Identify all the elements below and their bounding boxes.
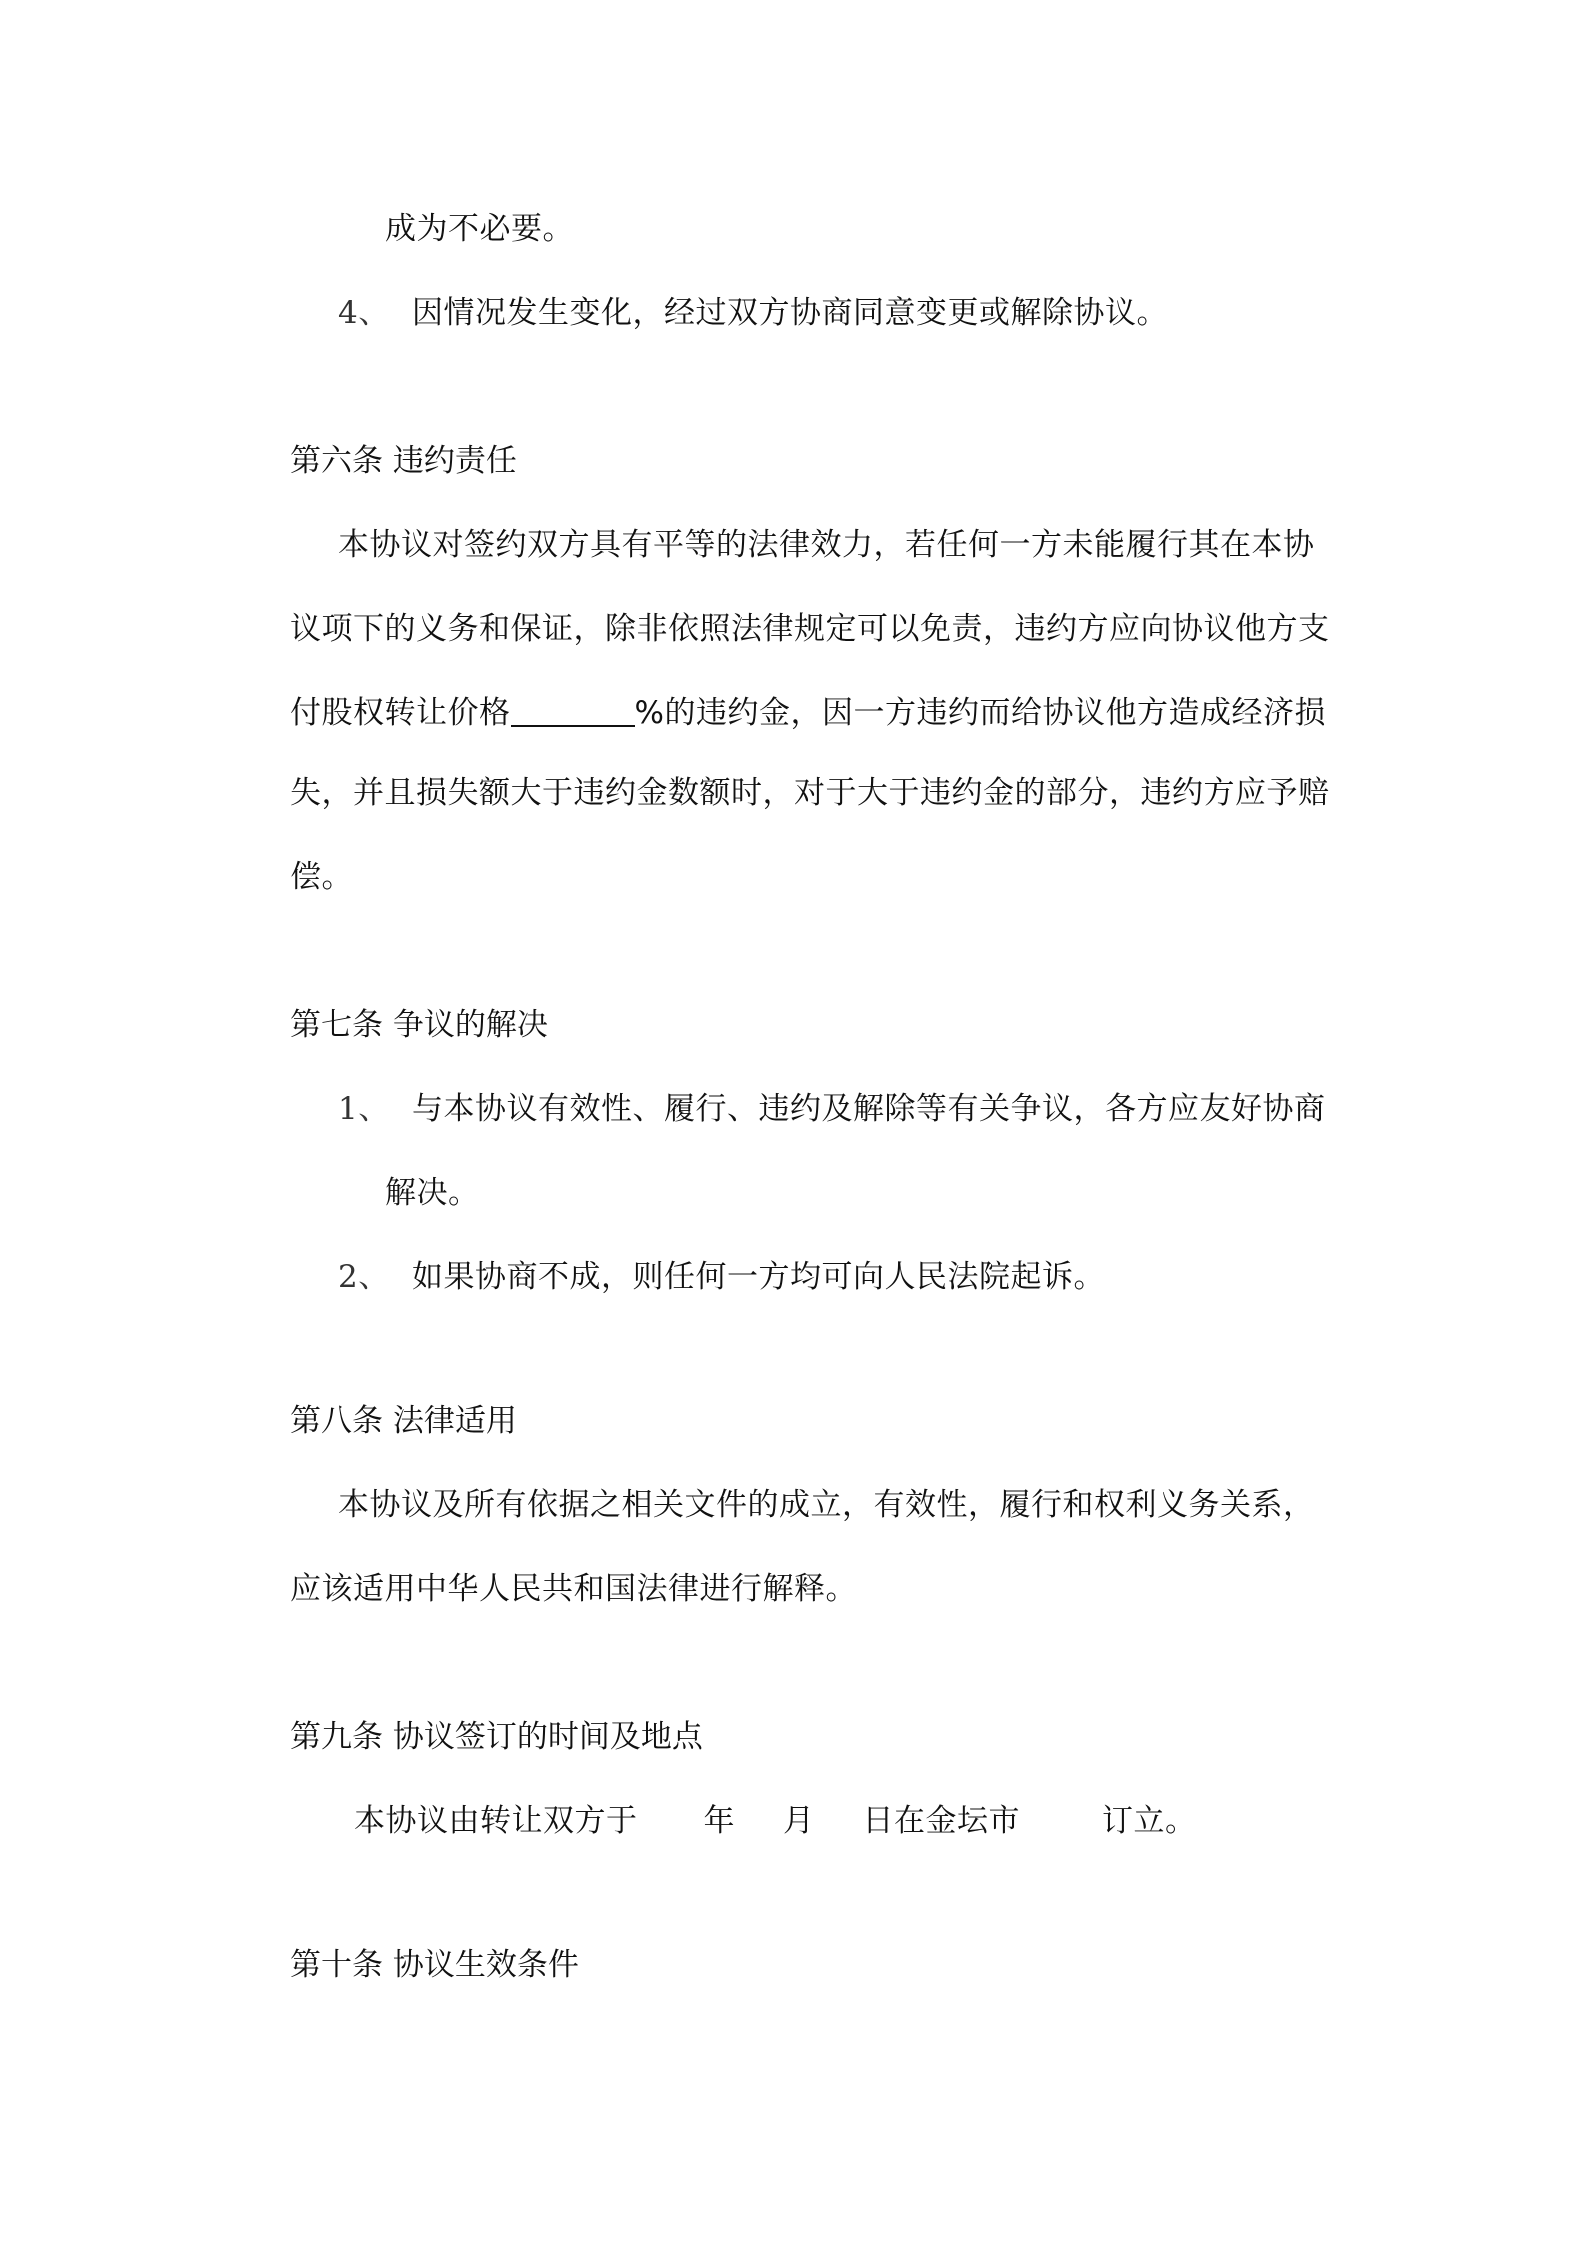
article7-item-1 [338, 1089, 1326, 1129]
signing-text-1: 本协议由转让双方于 [354, 1803, 638, 1839]
signing-text-end: 订立。 [1102, 1803, 1197, 1839]
article6-line-2: 议项下的义务和保证，除非依照法律规定可以免责，违约方应向协议他方支 [290, 611, 1330, 647]
article10-heading: 第十条 协议生效条件 [290, 1947, 579, 1983]
article8-line-1: 本协议及所有依据之相关文件的成立，有效性，履行和权利义务关系， [338, 1487, 1315, 1523]
article7-item-2 [338, 1257, 1105, 1297]
article8-heading: 第八条 法律适用 [290, 1403, 517, 1439]
article9-signing-line [354, 1801, 1197, 1841]
item-number: 2、 [338, 1259, 390, 1295]
article6-heading: 第六条 违约责任 [290, 443, 517, 479]
line-text-after: %的违约金，因一方违约而给协议他方造成经济损 [634, 695, 1326, 731]
article6-line-1: 本协议对签约双方具有平等的法律效力，若任何一方未能履行其在本协 [338, 527, 1315, 563]
item-number: 1、 [338, 1091, 390, 1127]
year-label: 年 [703, 1803, 735, 1839]
item-number: 4、 [338, 295, 390, 331]
article7-heading: 第七条 争议的解决 [290, 1007, 548, 1043]
article9-heading: 第九条 协议签订的时间及地点 [290, 1719, 703, 1755]
item-text: 与本协议有效性、履行、违约及解除等有关争议，各方应友好协商 [412, 1091, 1326, 1127]
article6-line-5: 偿。 [290, 859, 353, 895]
item-text: 因情况发生变化，经过双方协商同意变更或解除协议。 [412, 295, 1168, 331]
article6-line-4: 失，并且损失额大于违约金数额时，对于大于违约金的部分，违约方应予赔 [290, 775, 1330, 811]
article5-continuation: 成为不必要。 [385, 211, 574, 247]
item-text: 如果协商不成，则任何一方均可向人民法院起诉。 [412, 1259, 1105, 1295]
article7-item-1-continuation: 解决。 [385, 1175, 480, 1211]
line-text-before: 付股权转让价格 [290, 695, 511, 731]
article6-line-3 [290, 693, 1326, 733]
day-location-text: 日在金坛市 [862, 1803, 1020, 1839]
article5-item-4 [338, 293, 1168, 333]
percentage-blank [511, 695, 635, 727]
article8-line-2: 应该适用中华人民共和国法律进行解释。 [290, 1571, 857, 1607]
month-label: 月 [783, 1803, 815, 1839]
